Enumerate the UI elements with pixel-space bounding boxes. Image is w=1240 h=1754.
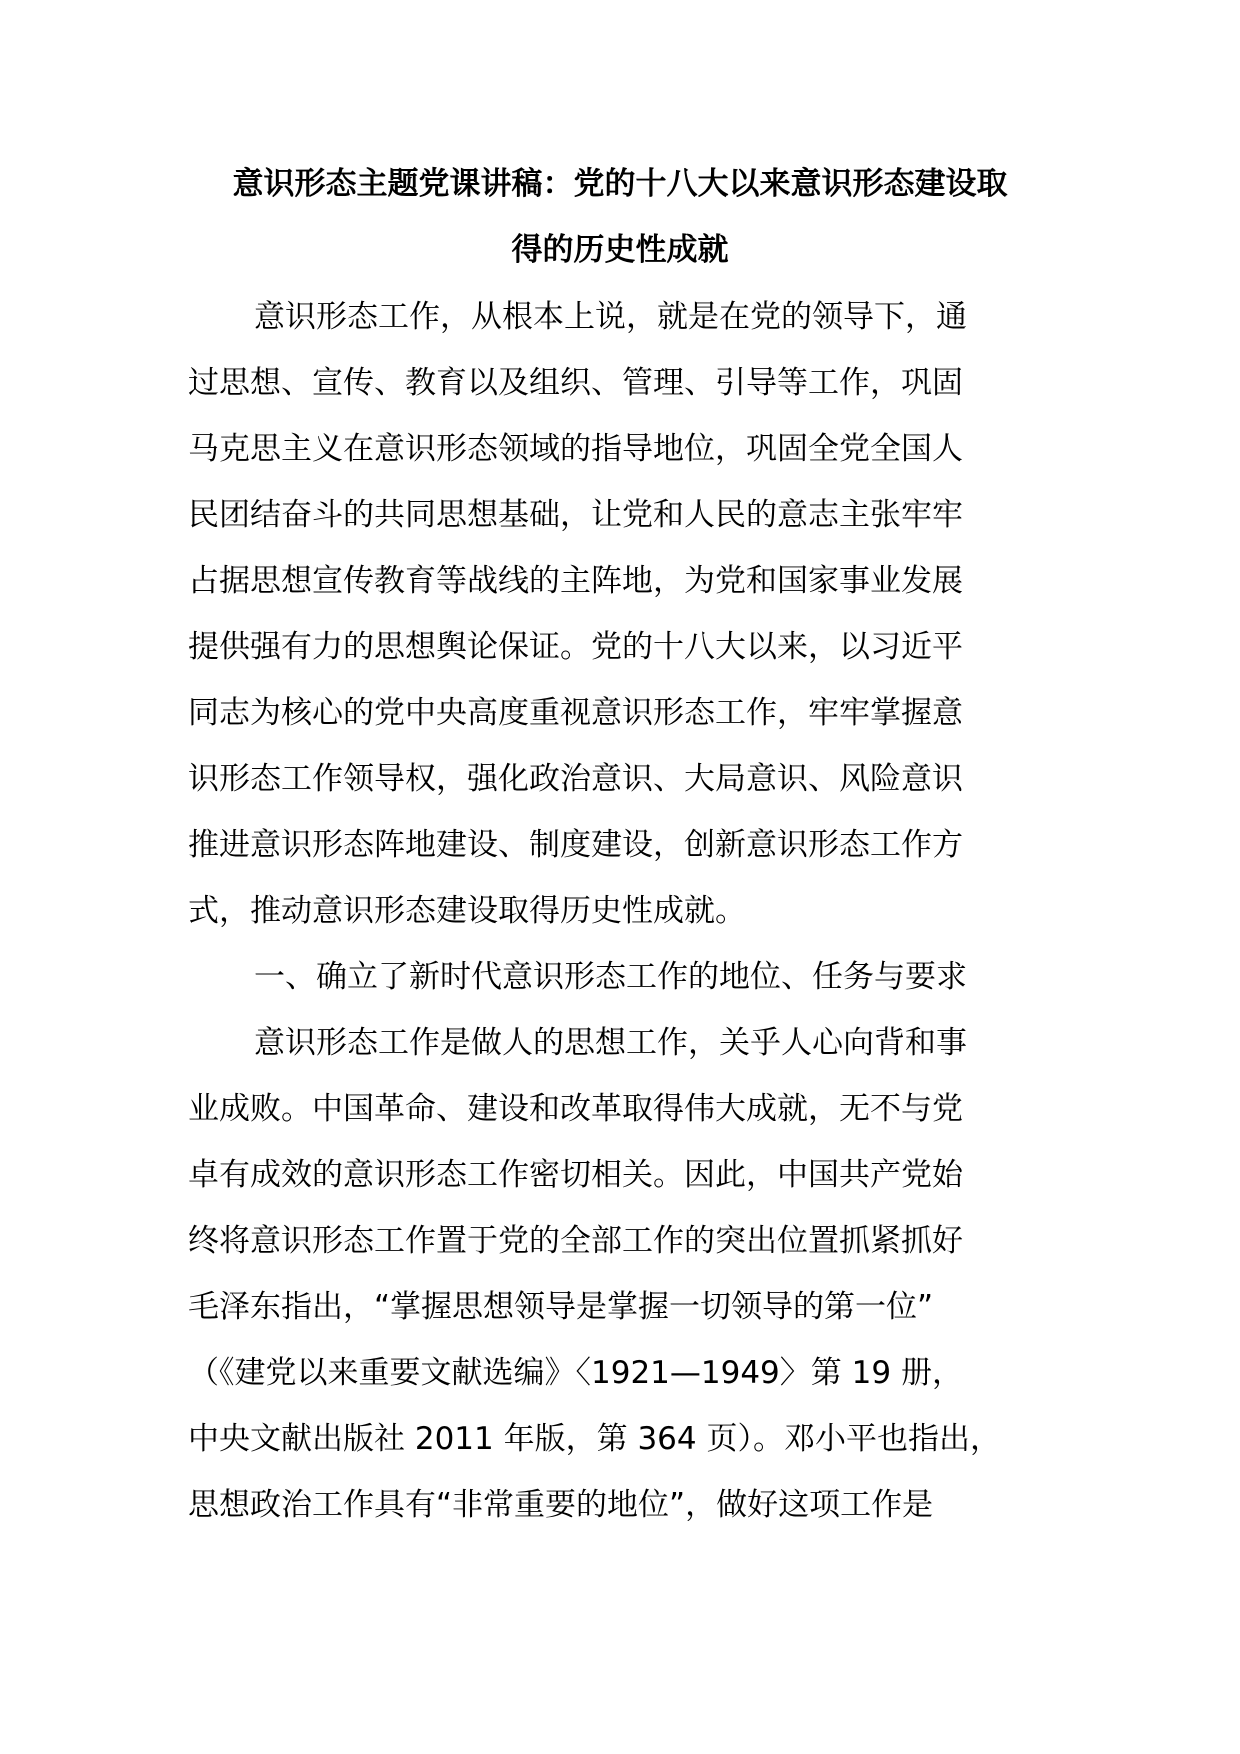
- paragraph-line: （《建党以来重要文献选编》〈1921—1949〉第 19 册，: [188, 1355, 963, 1391]
- document-body: [188, 284, 1068, 1538]
- paragraph-line: 式，推动意识形态建设取得历史性成就。: [188, 893, 746, 929]
- section-heading: 一、确立了新时代意识形态工作的地位、任务与要求: [254, 959, 967, 995]
- paragraph-line: 提供强有力的思想舆论保证。党的十八大以来，以习近平: [188, 629, 963, 665]
- paragraph-line: 中央文献出版社 2011 年版，第 364 页）。邓小平也指出，: [188, 1421, 1001, 1457]
- paragraph-line: 推进意识形态阵地建设、制度建设，创新意识形态工作方: [188, 827, 963, 863]
- paragraph-line: 识形态工作领导权，强化政治意识、大局意识、风险意识: [188, 761, 963, 797]
- paragraph-line: 民团结奋斗的共同思想基础，让党和人民的意志主张牢牢: [188, 497, 963, 533]
- paragraph-line: 意识形态工作是做人的思想工作，关乎人心向背和事: [254, 1025, 967, 1061]
- paragraph-line: 终将意识形态工作置于党的全部工作的突出位置抓紧抓好: [188, 1223, 963, 1259]
- document-title: [188, 151, 1052, 283]
- paragraph-line: 意识形态工作，从根本上说，就是在党的领导下，通: [254, 299, 967, 335]
- paragraph-line: 同志为核心的党中央高度重视意识形态工作，牢牢掌握意: [188, 695, 963, 731]
- paragraph-line: 思想政治工作具有“非常重要的地位”，做好这项工作是: [188, 1487, 934, 1523]
- paragraph-line: 过思想、宣传、教育以及组织、管理、引导等工作，巩固: [188, 365, 963, 401]
- paragraph-line: 占据思想宣传教育等战线的主阵地，为党和国家事业发展: [188, 563, 963, 599]
- paragraph-line: 卓有成效的意识形态工作密切相关。因此，中国共产党始: [188, 1157, 963, 1193]
- paragraph-line: 毛泽东指出，“掌握思想领导是掌握一切领导的第一位”: [188, 1289, 934, 1325]
- paragraph-line: 马克思主义在意识形态领域的指导地位，巩固全党全国人: [188, 431, 963, 467]
- paragraph-line: 业成败。中国革命、建设和改革取得伟大成就，无不与党: [188, 1091, 963, 1127]
- title-line-1: 意识形态主题党课讲稿：党的十八大以来意识形态建设取: [232, 166, 1008, 202]
- title-line-2: 得的历史性成就: [511, 232, 729, 268]
